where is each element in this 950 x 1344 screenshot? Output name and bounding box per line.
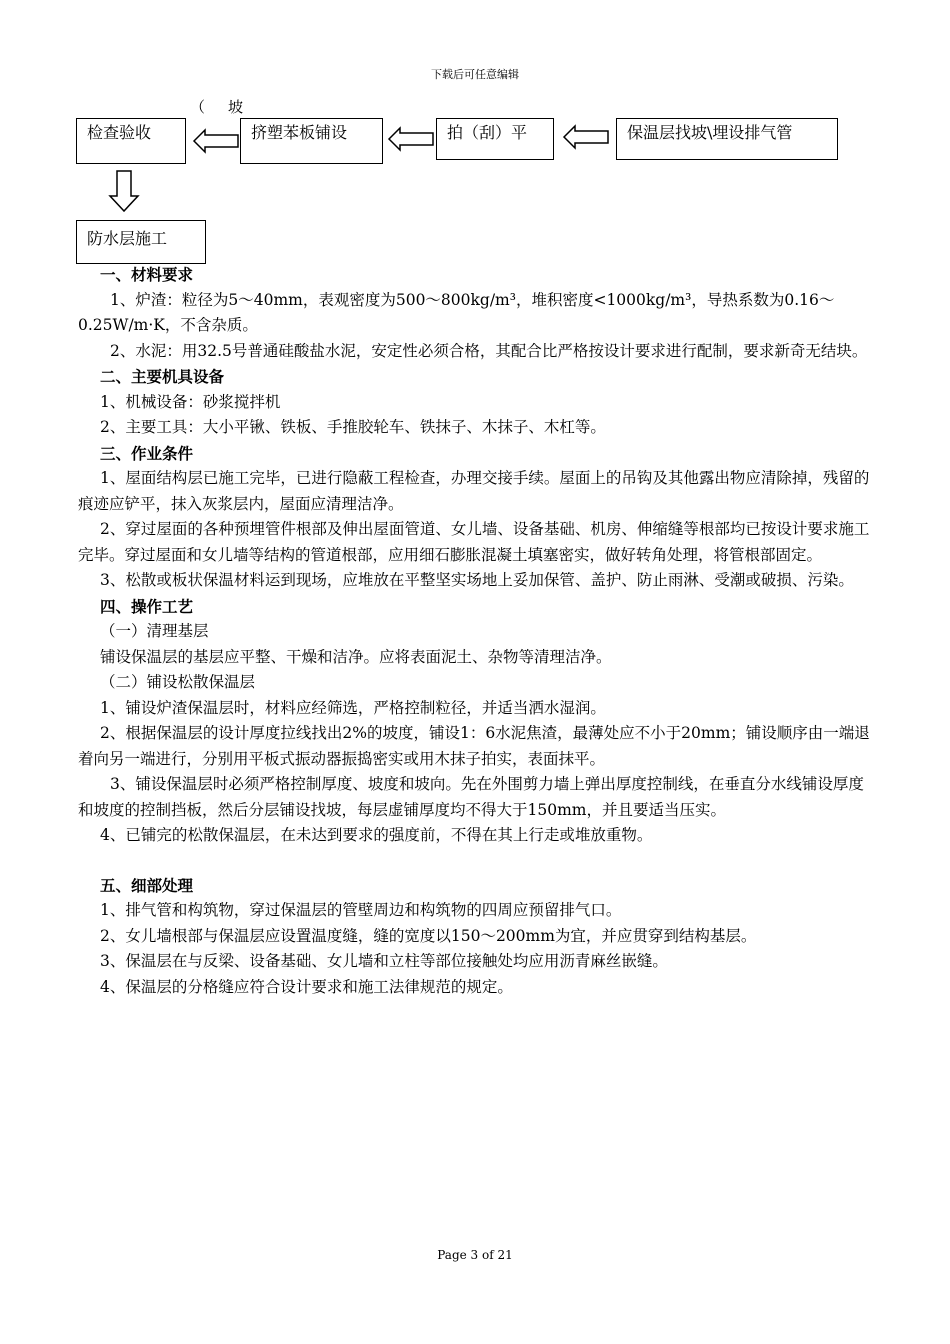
section-heading: 五、细部处理 — [100, 875, 194, 895]
page-header: 下载后可任意编辑 — [431, 68, 519, 81]
flow-box-slope-label: 保温层找坡\埋设排气管 — [627, 123, 793, 142]
paragraph: 3、松散或板状保温材料运到现场，应堆放在平整坚实场地上妥加保管、盖护、防止雨淋、受潮或破损、污染。 — [100, 571, 854, 589]
flow-box-extruded — [240, 118, 383, 164]
page-footer: Page 3 of 21 — [437, 1248, 513, 1262]
paragraph: 铺设保温层的基层应平整、干燥和洁净。应将表面泥土、杂物等清理洁净。 — [100, 647, 612, 666]
flow-box-extruded-label: 挤塑苯板铺设 — [251, 123, 348, 142]
subheading: （一）清理基层 — [100, 622, 209, 640]
flow-box-flatten — [436, 118, 554, 160]
paragraph: 2、主要工具：大小平锹、铁板、手推胶轮车、铁抹子、木抹子、木杠等。 — [100, 418, 606, 436]
section-heading: 二、主要机具设备 — [100, 367, 225, 386]
flow-box-slope — [616, 118, 838, 160]
arrow-down-icon — [109, 170, 139, 212]
paragraph: 2、女儿墙根部与保温层应设置温度缝，缝的宽度以150～200mm为宜，并应贯穿到结构基层。 — [100, 926, 757, 945]
paragraph: 1、铺设炉渣保温层时，材料应经筛选，严格控制粒径，并适当洒水湿润。 — [100, 698, 606, 717]
flow-fragment-slope: 坡 — [228, 98, 244, 116]
subheading: （二）铺设松散保温层 — [100, 673, 256, 691]
arrow-left-icon — [193, 129, 239, 153]
paragraph: 4、保温层的分格缝应符合设计要求和施工法律规范的规定。 — [100, 977, 513, 996]
section-heading: 四、操作工艺 — [100, 596, 194, 616]
arrow-left-icon — [563, 125, 609, 149]
paragraph: 4、已铺完的松散保温层，在未达到要求的强度前，不得在其上行走或堆放重物。 — [100, 826, 653, 844]
paragraph: 1、屋面结构层已施工完毕，已进行隐蔽工程检查，办理交接手续。屋面上的吊钩及其他露出物应清除掉，残留的痕迹应铲平，抹入灰浆层内，屋面应清理洁净。 — [78, 469, 870, 513]
paragraph: 2、穿过屋面的各种预埋管件根部及伸出屋面管道、女儿墙、设备基础、机房、伸缩缝等根部均已按设计要求施工完毕。穿过屋面和女儿墙等结构的管道根部，应用细石膨胀混凝土填塞密实，做好转角处理，将管根部固定。 — [78, 520, 870, 564]
paragraph: 1、机械设备：砂浆搅拌机 — [100, 392, 281, 411]
flow-box-check-label: 检查验收 — [87, 123, 152, 142]
paragraph: 3、保温层在与反梁、设备基础、女儿墙和立柱等部位接触处均应用沥青麻丝嵌缝。 — [100, 952, 668, 970]
paragraph: 2、根据保温层的设计厚度拉线找出2%的坡度，铺设1：6水泥焦渣，最薄处应不小于20mm；铺设顺序由一端退着向另一端进行，分别用平板式振动器振捣密实或用木抹子拍实，表面抹平。 — [78, 724, 870, 768]
section-heading: 三、作业条件 — [100, 443, 194, 463]
paragraph: 1、炉渣：粒径为5～40mm，表观密度为500～800kg/m³，堆积密度<1000kg/m³，导热系数为0.16～0.25W/m·K，不含杂质。 — [78, 290, 835, 334]
flow-box-waterproof-label: 防水层施工 — [87, 229, 168, 248]
arrow-left-icon — [388, 127, 434, 151]
flow-fragment-open: （ — [190, 98, 206, 116]
flow-box-check — [76, 118, 186, 164]
flow-box-flatten-label: 拍（刮）平 — [447, 123, 528, 142]
spacer — [78, 849, 878, 873]
paragraph: 1、排气管和构筑物，穿过保温层的管壁周边和构筑物的四周应预留排气口。 — [100, 901, 622, 919]
flow-box-waterproof — [76, 220, 206, 264]
paragraph: 3、铺设保温层时必须严格控制厚度、坡度和坡向。先在外围剪力墙上弹出厚度控制线，在垂直分水线铺设厚度和坡度的控制挡板，然后分层铺设找坡，每层虚铺厚度均不得大于150mm，并且要适当压实。 — [78, 775, 864, 819]
document-body — [78, 262, 878, 1000]
section-heading: 一、材料要求 — [100, 265, 194, 284]
paragraph: 2、水泥：用32.5号普通硅酸盐水泥，安定性必须合格，其配合比严格按设计要求进行配制，要求新奇无结块。 — [110, 341, 868, 360]
